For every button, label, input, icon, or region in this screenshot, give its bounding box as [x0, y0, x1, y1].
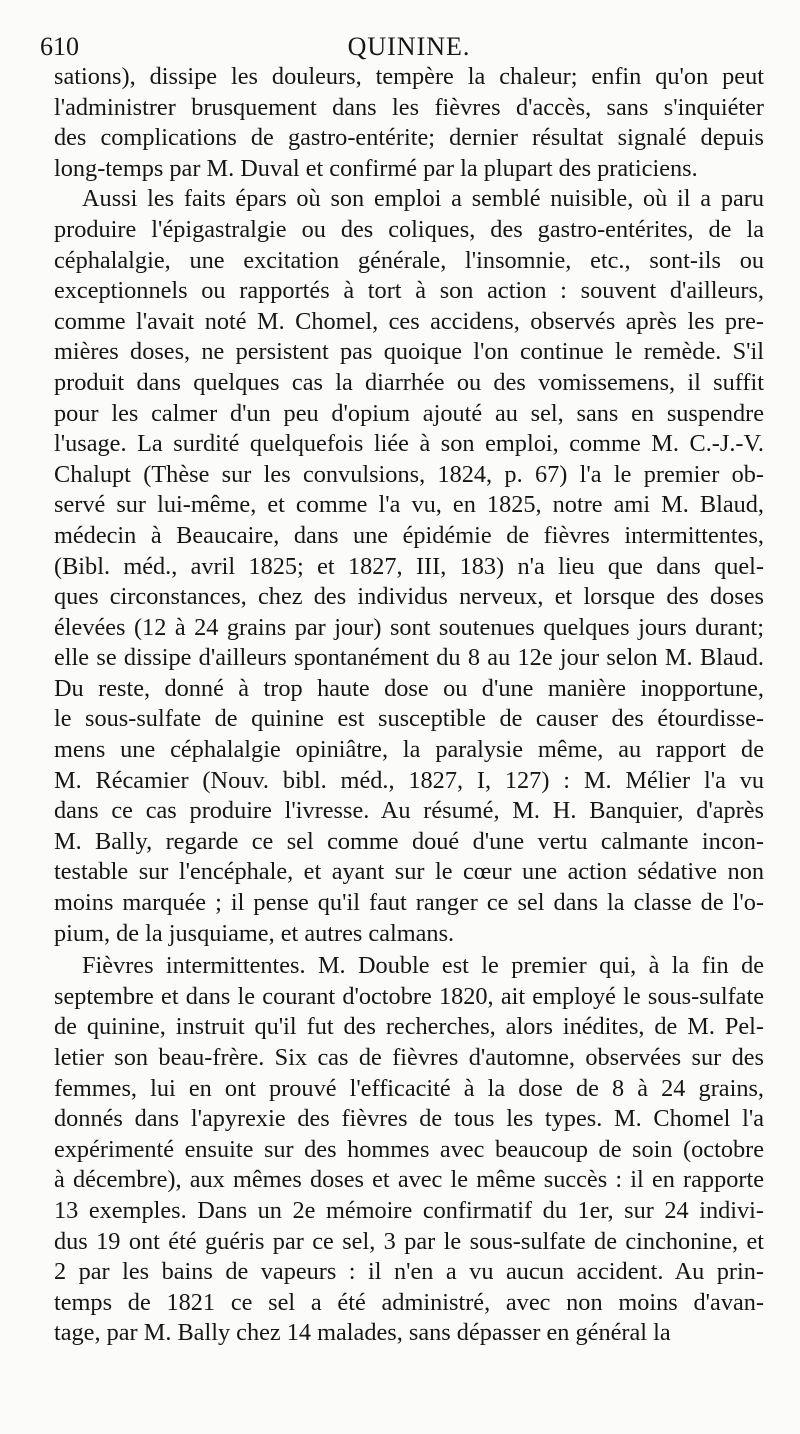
text-line: temps de 1821 ce sel a été administré, avec non moins d'avan- — [54, 1288, 764, 1316]
text-line: l'administrer brusquement dans les fièvres d'accès, sans s'inquiéter — [54, 93, 764, 121]
text-line: 2 par les bains de vapeurs : il n'en a vu aucun accident. Au prin- — [54, 1258, 764, 1286]
text-line: donnés dans l'apyrexie des fièvres de tous les types. M. Chomel l'a — [54, 1105, 764, 1133]
text-line: 13 exemples. Dans un 2e mémoire confirmatif du 1er, sur 24 indivi- — [54, 1196, 764, 1224]
text-line: servé sur lui-même, et comme l'a vu, en 1825, notre ami M. Blaud, — [54, 491, 764, 519]
text-line: Chalupt (Thèse sur les convulsions, 1824, p. 67) l'a le premier ob- — [54, 460, 764, 488]
text-line: médecin à Beaucaire, dans une épidémie de fièvres intermittentes, — [54, 521, 764, 549]
text-line: comme l'avait noté M. Chomel, ces accidens, observés après les pre- — [54, 307, 764, 335]
text-line: céphalalgie, une excitation générale, l'insomnie, etc., sont-ils ou — [54, 246, 764, 274]
text-line: moins marquée ; il pense qu'il faut ranger ce sel dans la classe de l'o- — [54, 889, 764, 917]
text-line: mens une céphalalgie opiniâtre, la paralysie même, au rapport de — [54, 736, 764, 764]
text-line: (Bibl. méd., avril 1825; et 1827, III, 183) n'a lieu que dans quel- — [54, 552, 764, 580]
text-line: tage, par M. Bally chez 14 malades, sans dépasser en général la — [54, 1319, 671, 1347]
text-line: dans ce cas produire l'ivresse. Au résumé, M. H. Banquier, d'après — [54, 797, 764, 825]
text-line: des complications de gastro-entérite; dernier résultat signalé depuis — [54, 124, 764, 152]
text-line: dus 19 ont été guéris par ce sel, 3 par le sous-sulfate de cinchonine, et — [54, 1227, 764, 1255]
text-line: produit dans quelques cas la diarrhée ou des vomissemens, il suffit — [54, 368, 764, 396]
text-line: exceptionnels ou rapportés à tort à son action : souvent d'ailleurs, — [54, 277, 764, 305]
text-line: mières doses, ne persistent pas quoique l'on continue le remède. S'il — [54, 338, 764, 366]
text-line: M. Bally, regarde ce sel comme doué d'une vertu calmante incon- — [54, 827, 764, 855]
page-number: 610 — [40, 32, 79, 61]
text-line: Fièvres intermittentes. M. Double est le premier qui, à la fin de — [82, 952, 764, 980]
text-line: Aussi les faits épars où son emploi a semblé nuisible, où il a paru — [82, 185, 764, 213]
text-line: produire l'épigastralgie ou des coliques, des gastro-entérites, de la — [54, 215, 764, 243]
text-line: long-temps par M. Duval et confirmé par la plupart des praticiens. — [54, 154, 698, 182]
text-line: de quinine, instruit qu'il fut des recherches, alors inédites, de M. Pel- — [54, 1013, 764, 1041]
paragraph-2 — [54, 184, 764, 949]
text-line: Du reste, donné à trop haute dose ou d'une manière inopportune, — [54, 674, 764, 702]
text-line: pour les calmer d'un peu d'opium ajouté au sel, sans en suspendre — [54, 399, 764, 427]
text-line: expérimenté ensuite sur des hommes avec beaucoup de soin (octobre — [54, 1135, 764, 1163]
text-line: M. Récamier (Nouv. bibl. méd., 1827, I, 127) : M. Mélier l'a vu — [54, 766, 764, 794]
text-line: letier son beau-frère. Six cas de fièvres d'automne, observées sur des — [54, 1044, 764, 1071]
text-line: femmes, lui en ont prouvé l'efficacité à la dose de 8 à 24 grains, — [54, 1074, 764, 1102]
text-line: ques circonstances, chez des individus nerveux, et lorsque des doses — [54, 583, 764, 611]
text-line: à décembre), aux mêmes doses et avec le même succès : il en rapporte — [54, 1166, 764, 1194]
text-line: élevées (12 à 24 grains par jour) sont soutenues quelques jours durant; — [54, 613, 764, 641]
text-line: le sous-sulfate de quinine est susceptible de causer des étourdisse- — [54, 705, 764, 733]
text-line: septembre et dans le courant d'octobre 1820, ait employé le sous-sulfate — [54, 982, 764, 1010]
text-line: l'usage. La surdité quelquefois liée à son emploi, comme M. C.-J.-V. — [54, 430, 764, 458]
text-line: sations), dissipe les douleurs, tempère la chaleur; enfin qu'on peut — [54, 63, 764, 90]
running-title: QUININE. — [347, 32, 471, 61]
text-line: testable sur l'encéphale, et ayant sur le cœur une action sédative non — [54, 858, 764, 886]
text-line: pium, de la jusquiame, et autres calmans. — [54, 919, 455, 947]
body-text — [54, 62, 764, 1349]
paragraph-1 — [54, 62, 764, 184]
paragraph-3 — [54, 951, 764, 1349]
running-head — [40, 18, 764, 62]
text-line: elle se dissipe d'ailleurs spontanément du 8 au 12e jour selon M. Blaud. — [54, 644, 764, 672]
